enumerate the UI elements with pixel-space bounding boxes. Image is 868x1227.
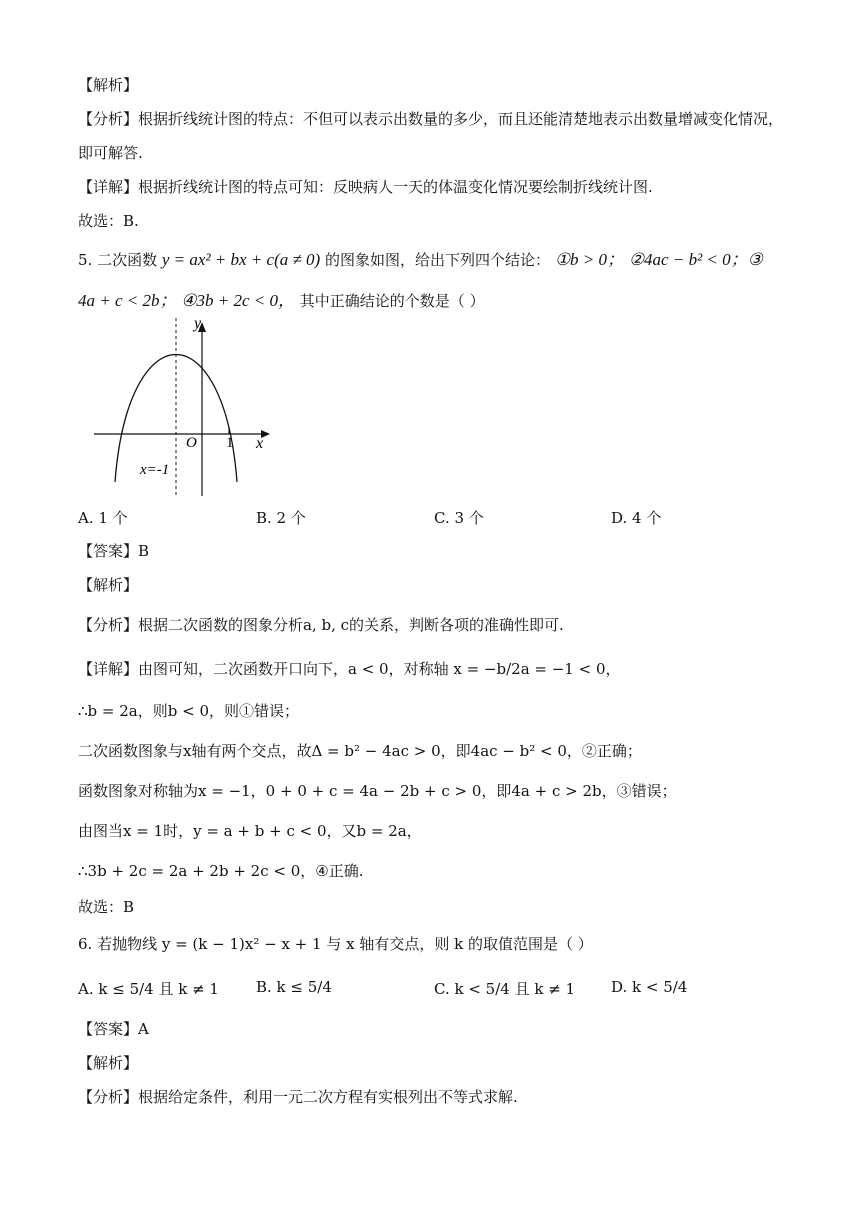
q6-option-c: C. k < 5/4 且 k ≠ 1 (434, 980, 576, 998)
q5-option-a: A. 1 个 (78, 509, 128, 527)
q5-function-expr: y = ax² + bx + c(a ≠ 0) (161, 250, 321, 269)
q5-option-d: D. 4 个 (611, 509, 662, 527)
q5-detail-3: 二次函数图象与x轴有两个交点，故Δ = b² − 4ac > 0，即4ac − b² < 0，②正确； (78, 742, 642, 760)
heading-jiexi: 【解析】 (78, 76, 139, 94)
q5-analysis: 【分析】根据二次函数的图象分析a, b, c的关系，判断各项的准确性即可. (78, 616, 564, 634)
q5-option-b: B. 2 个 (256, 509, 306, 527)
q5-heading-jiexi: 【解析】 (78, 576, 139, 594)
q6-heading-jiexi: 【解析】 (78, 1054, 139, 1072)
q5-stem-mid: 的图象如图，给出下列四个结论： (325, 251, 551, 269)
q6-option-b: B. k ≤ 5/4 (256, 978, 332, 996)
q6-analysis: 【分析】根据给定条件，利用一元二次方程有实根列出不等式求解. (78, 1088, 518, 1106)
q5-conclusion-2: ②4ac − b² < 0；③ (628, 250, 763, 269)
q5-detail-1: 【详解】由图可知，二次函数开口向下，a < 0，对称轴 x = −b/2a = −1 < 0， (78, 660, 621, 678)
q5-detail-2: ∴b = 2a，则b < 0，则①错误； (78, 702, 299, 720)
q5-conclusion-1: ①b > 0； (554, 250, 625, 269)
q5-stem-line2 (78, 290, 485, 312)
q6-option-d: D. k < 5/4 (611, 978, 688, 996)
q5-detail-4: 函数图象对称轴为x = −1，0 + 0 + c = 4a − 2b + c > 0，即4a + c > 2b，③错误； (78, 782, 677, 800)
q5-detail-6: ∴3b + 2c = 2a + 2b + 2c < 0，④正确. (78, 862, 364, 880)
choice-line: 故选：B. (78, 212, 139, 230)
one-label: 1 (226, 435, 234, 451)
q5-stem-question: 其中正确结论的个数是（ ） (299, 292, 485, 310)
q5-stem-line1 (78, 249, 763, 271)
q5-parabola-graph (88, 310, 278, 505)
q6-answer: 【答案】A (78, 1020, 149, 1038)
q5-option-c: C. 3 个 (434, 509, 484, 527)
q5-conclusion-4: ④3b + 2c < 0， (181, 291, 296, 310)
x-axis-label: x (256, 435, 264, 452)
q6-option-a: A. k ≤ 5/4 且 k ≠ 1 (78, 980, 219, 998)
q5-answer: 【答案】B (78, 542, 150, 560)
symmetry-axis-label: x=-1 (140, 462, 170, 478)
analysis-line-cont: 即可解答. (78, 144, 143, 162)
q5-detail-5: 由图当x = 1时，y = a + b + c < 0，又b = 2a， (78, 822, 422, 840)
detail-line: 【详解】根据折线统计图的特点可知：反映病人一天的体温变化情况要绘制折线统计图. (78, 178, 653, 196)
q6-stem: 6. 若抛物线 y = (k − 1)x² − x + 1 与 x 轴有交点，则 k 的取值范围是（ ） (78, 935, 593, 953)
q5-stem-prefix: 5. 二次函数 (78, 251, 158, 269)
q5-choice: 故选：B (78, 898, 135, 916)
q5-conclusion-3: 4a + c < 2b； (78, 291, 177, 310)
origin-label: O (186, 435, 197, 451)
y-axis-label: y (194, 315, 202, 332)
analysis-line: 【分析】根据折线统计图的特点：不但可以表示出数量的多少，而且还能清楚地表示出数量增减变化情况， (78, 110, 784, 128)
